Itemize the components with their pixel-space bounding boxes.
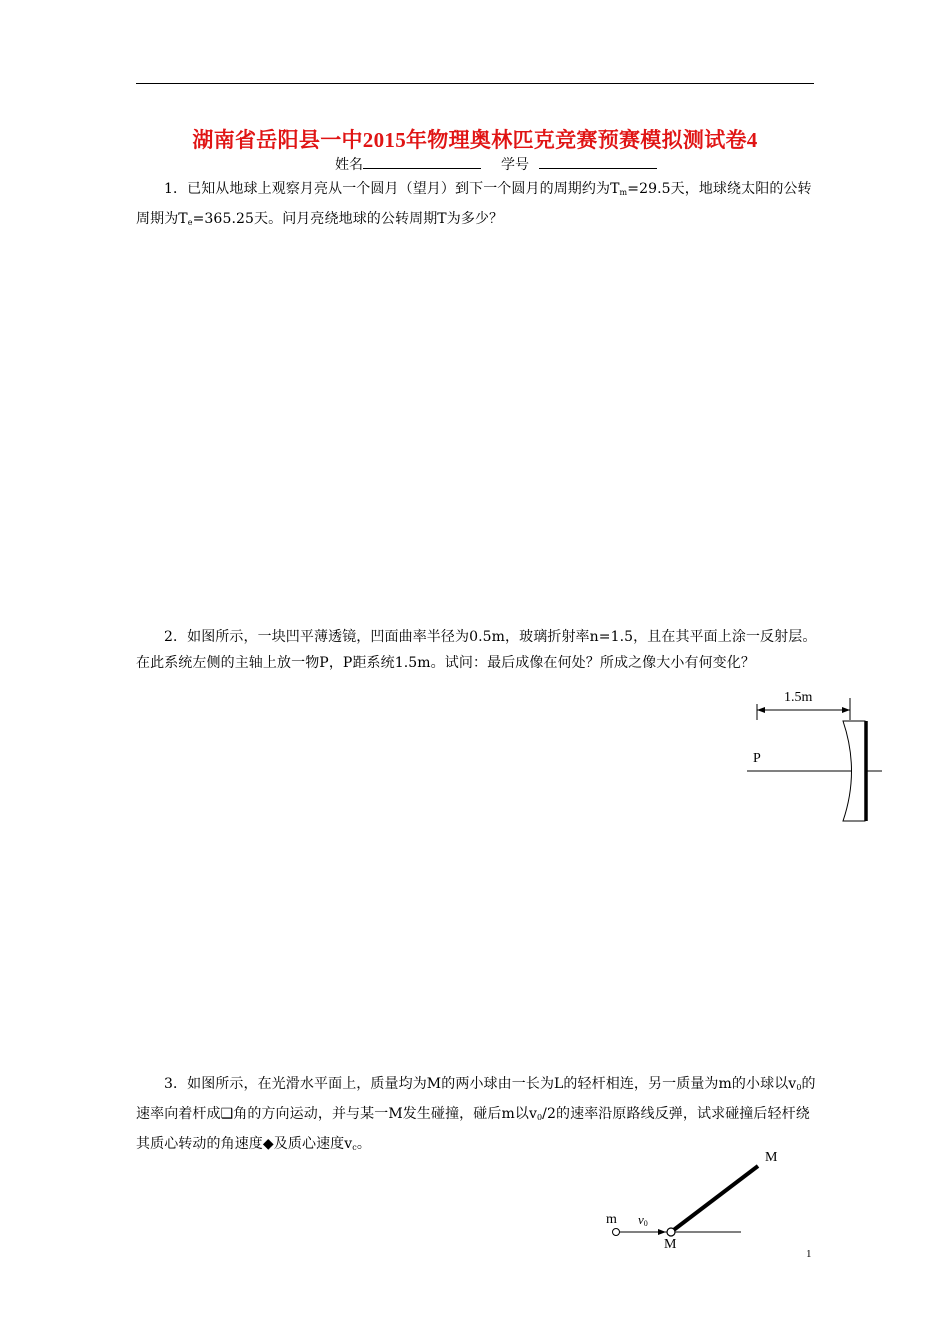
ball-label: m [606,1212,617,1227]
page-number: 1 [806,1248,812,1260]
top-mass-label: M [765,1150,778,1165]
question-1: 1．已知从地球上观察月亮从一个圆月（望月）到下一个圆月的周期约为$T_m=29.5$天，地球绕太阳的公转周期为$T_e=365.25$天。问月亮绕地球的公转周期T为多少？ [136,181,812,227]
id-blank[interactable] [539,155,657,169]
distance-label: 1.5m [784,690,813,705]
student-info-line [335,154,657,174]
id-label: 学号 [501,157,529,173]
object-label: P [753,751,761,766]
name-label: 姓名 [335,157,363,173]
velocity-label: v0 [638,1212,648,1228]
lens-figure [740,680,890,830]
bottom-mass-label: M [664,1237,677,1252]
rod-collision-figure [596,1145,796,1255]
name-blank[interactable] [363,155,481,169]
page-title: 湖南省岳阳县一中2015年物理奥林匹克竞赛预赛模拟测试卷4 [192,128,758,152]
question-2: 2．如图所示，一块凹平薄透镜，凹面曲率半径为0.5m，玻璃折射率n=1.5，且在其平面上涂一反射层。在此系统左侧的主轴上放一物P，P距系统1.5m。试问：最后成像在何处？所成之像大小有何变化？ [136,629,817,671]
header-rule [136,83,814,84]
question-3: 3．如图所示，在光滑水平面上，质量均为M的两小球由一长为L的轻杆相连，另一质量为m的小球以$v_0$的速率向着杆成❑角的方向运动，并与某一M发生碰撞，碰后m以$v_0/2$的速率沿原路线反弹，试求碰撞后轻杆绕其质心转动的角速度◆及质心速度$v_c$。 [136,1076,816,1152]
